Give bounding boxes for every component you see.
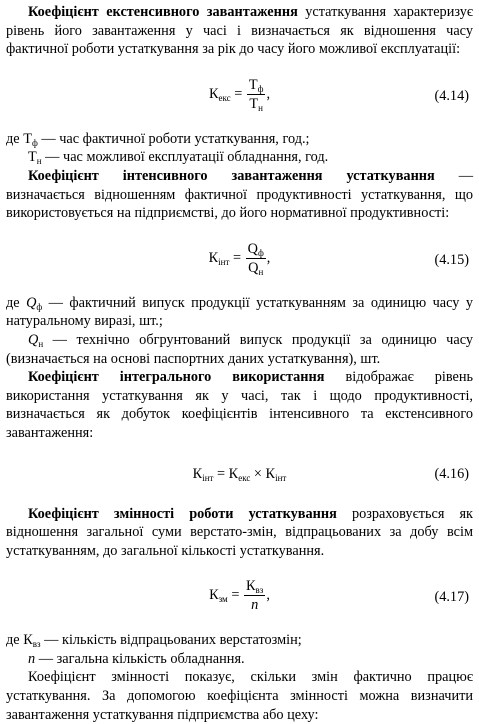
fraction: $\frac{Q_ф}{Q_н}$ [247,240,264,277]
paragraph-text: устаткування характеризує рівень його завантаження у часі і визначається як відношення часу фактичної роботи устаткування за рік до часу його можливої експлуатації: [6,4,473,58]
definition-line: де $Q_ф$ — фактичний випуск продукції устаткуванням за одиницю часу у натуральному виразі, шт.; [6,294,473,330]
paragraph-shift [6,505,473,561]
term-intensive: Коефіцієнт інтенсивного завантаження устаткування [28,167,435,184]
paragraph-text: — визначається відношенням фактичної продуктивності устаткування, що використовується на підприємстві, до його нормативної продуктивності: [6,167,473,222]
paragraph-integral [6,368,473,442]
term-shift: Коефіцієнт змінності роботи устаткування [28,505,337,522]
fraction: $\frac{К_{вз}}{n}$ [245,578,264,614]
paragraph-text: розраховується як відношення загальної суми верстато-змін, відпрацьованих за добу всім устаткуванням, до загальної кількості устаткування. [6,505,473,559]
definition-line: де $Т_ф$ — час фактичної роботи устаткування, год.; [6,130,310,148]
definition-line: $Т_н$ — час можливої експлуатації обладнання, год. [28,149,329,167]
paragraph-intensive [6,167,473,223]
formula-4-17: $К_{зм}$ = $\frac{К_{вз}}{n}$ , (4.17) [209,578,469,614]
definition-line: $Q_н$ — технічно обгрунтований випуск продукції за одиницю часу (визначається на основі паспортних даних устаткування), шт. [6,331,473,367]
paragraph-extensive [6,3,473,59]
term-extensive: Коефіцієнт екстенсивного завантаження [28,4,298,20]
equation-number: (4.17) [434,589,469,606]
equation-number: (4.15) [434,251,469,268]
formula-4-15: $К_{інт}$ = $\frac{Q_ф}{Q_н}$ , (4.15) [208,240,469,277]
equation-number: (4.14) [434,87,469,104]
formula-symbol: К [209,587,219,604]
formula-symbol: К [208,85,219,102]
term-integral: Коефіцієнт інтегрального використання [28,369,325,386]
paragraph-text: відображає рівень використання устаткування як у часі, так і щодо продуктивності, визначається як добуток коефіцієнтів інтенсивного та екстенсивного завантаження: [6,369,473,441]
formula-symbol: К [208,249,219,266]
paragraph-shift-explanation: Коефіцієнт змінності показує, скільки змін фактично працює устаткування. За допомогою коефіцієнта змінності можна визначити завантаження устаткування підприємства або цеху: [6,669,473,723]
definition-line: n — загальна кількість обладнання. [28,650,245,667]
formula-4-14: $К_{екс}$ = $\frac{Т_ф}{Т_н}$ , (4.14) [208,76,469,113]
formula-4-16: $К_{інт} = К_{екс} \times К_{інт}$ (4.16) [192,465,469,483]
equation-number: (4.16) [434,465,469,482]
definition-line: де $К_{вз}$ — кількість відпрацьованих верстатозмін; [6,632,302,650]
fraction: $\frac{Т_ф}{Т_н}$ [248,76,264,113]
